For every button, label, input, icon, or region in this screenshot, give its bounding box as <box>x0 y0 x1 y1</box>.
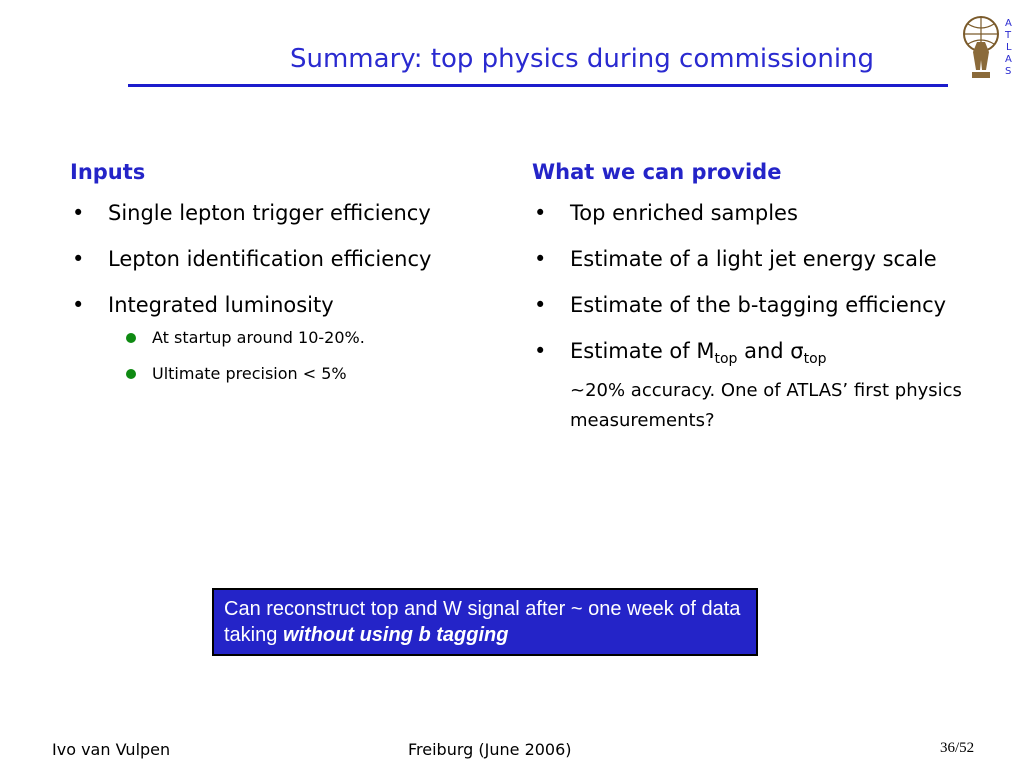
list-item: • Top enriched samples <box>534 201 798 225</box>
svg-text:S: S <box>1005 66 1012 77</box>
slide-title: Summary: top physics during commissioning <box>290 44 875 74</box>
inputs-column <box>70 160 510 400</box>
list-item: • Lepton identification efficiency <box>72 247 432 271</box>
sub-list-item: Ultimate precision < 5% <box>108 364 510 384</box>
svg-text:A: A <box>1005 18 1012 29</box>
inputs-heading: Inputs <box>70 160 146 184</box>
sub-list-item: At startup around 10-20%. <box>108 328 510 348</box>
inputs-list <box>70 198 510 384</box>
provide-column <box>532 160 962 450</box>
atlas-logo <box>955 12 1017 84</box>
provide-heading: What we can provide <box>532 160 782 184</box>
list-item: • Estimate of a light jet energy scale <box>534 247 937 271</box>
green-bullet-icon <box>126 369 136 379</box>
svg-text:A: A <box>1005 54 1012 65</box>
footer-venue: Freiburg (June 2006) <box>408 740 572 759</box>
list-item: • Integrated luminosity At startup around 10-20%. Ultimate precision < 5% <box>70 290 510 384</box>
luminosity-sublist <box>108 328 510 384</box>
list-item: • Estimate of $M_{top}$ and $\sigma_{top}$ ~20% accuracy. One of ATLAS’ first physics measurements? <box>534 339 962 432</box>
svg-text:T: T <box>1005 30 1012 41</box>
footer-author: Ivo van Vulpen <box>52 740 171 759</box>
green-bullet-icon <box>126 333 136 343</box>
provide-list <box>532 198 962 434</box>
callout-box: Can reconstruct top and W signal after ~ one week of data taking without using b tagging <box>212 588 758 656</box>
page-number: 36/52 <box>940 740 975 756</box>
list-item: • Estimate of the b-tagging efficiency <box>534 293 947 317</box>
title-divider <box>128 84 948 87</box>
list-item: • Single lepton trigger efficiency <box>72 201 431 225</box>
svg-text:L: L <box>1006 42 1012 53</box>
